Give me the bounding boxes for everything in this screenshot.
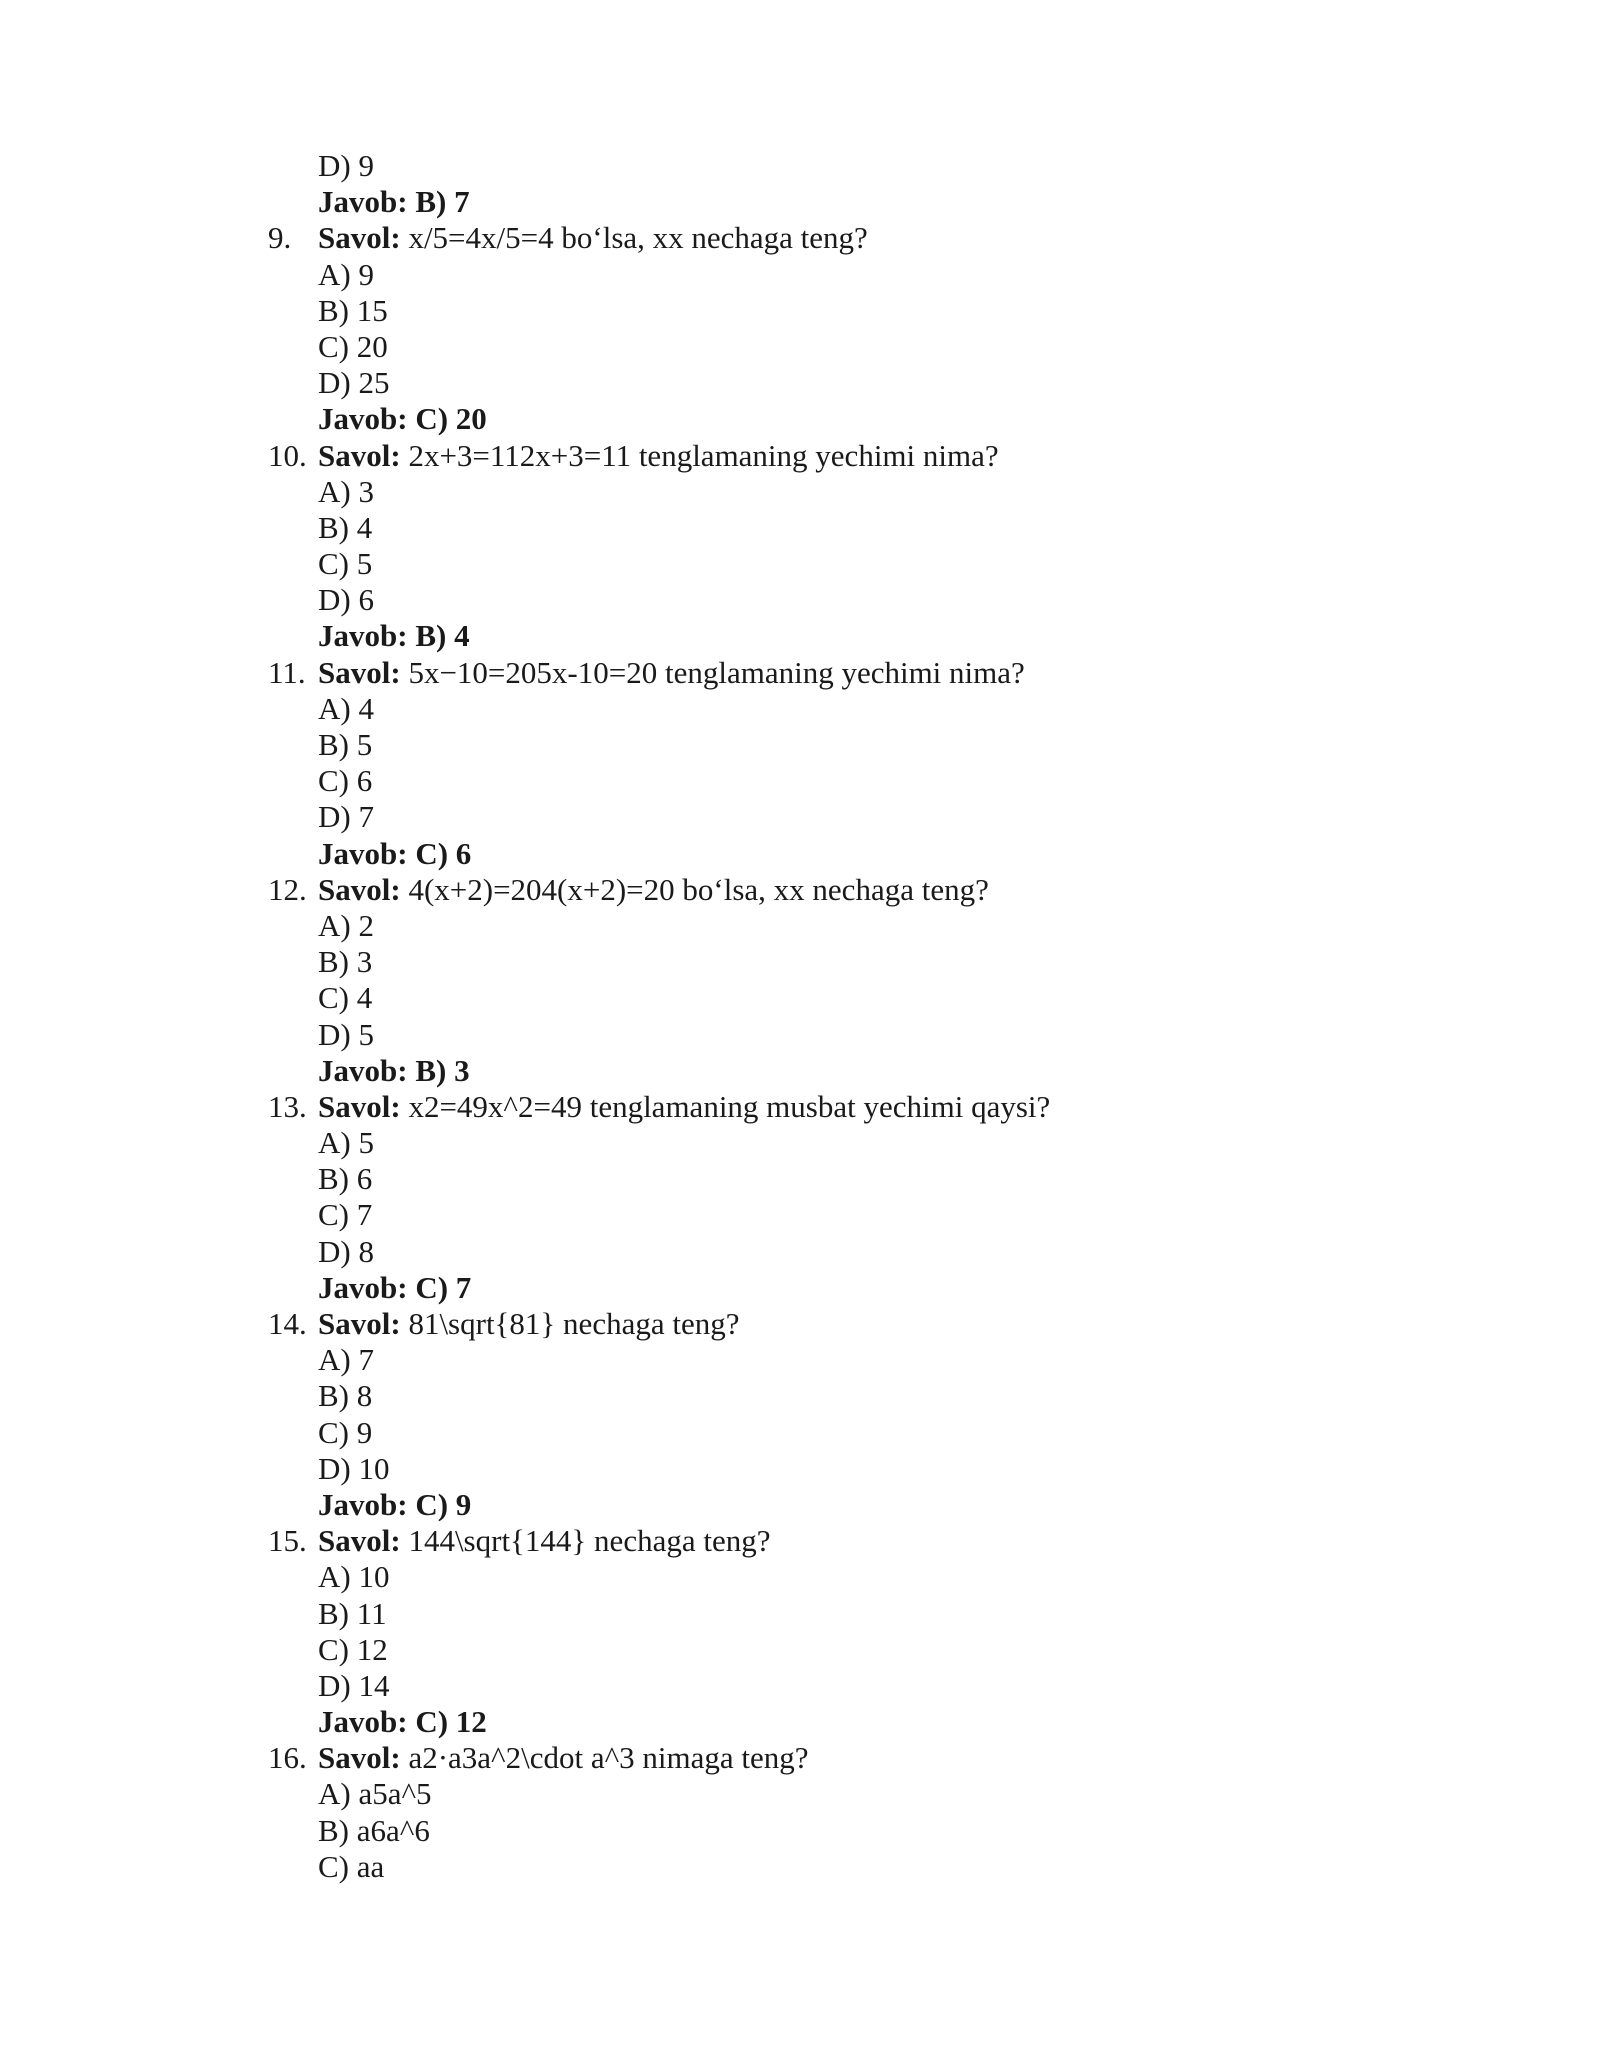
question-item: [0, 1306, 1600, 1523]
question-line: [0, 1306, 1600, 1342]
question-body: [318, 872, 989, 908]
option-text: D) 25: [318, 365, 390, 401]
answer-line: [0, 1270, 1600, 1306]
answer-value: B) 4: [415, 618, 470, 654]
option-line: [0, 691, 1600, 727]
option-line: [0, 1378, 1600, 1414]
option-line: [0, 1849, 1600, 1885]
question-line: [0, 438, 1600, 474]
option-text: C) 9: [318, 1414, 373, 1450]
option-line: [0, 329, 1600, 365]
option-text: A) 4: [318, 690, 374, 726]
question-line: [0, 872, 1600, 908]
option-line: [0, 293, 1600, 329]
option-text: B) 6: [318, 1161, 373, 1197]
question-number: 11.: [268, 654, 306, 690]
option-line: [0, 799, 1600, 835]
answer-line: [0, 401, 1600, 437]
option-text: C) 5: [318, 546, 373, 582]
answer-value: C) 20: [415, 401, 487, 437]
question-label: Savol:: [318, 220, 401, 256]
option-line: [0, 1559, 1600, 1595]
question-item: [0, 872, 1600, 1089]
question-text: 5x−10=205x-10=20 tenglamaning yechimi nima?: [408, 654, 1025, 690]
option-text: B) 3: [318, 944, 373, 980]
option-text: C) 7: [318, 1197, 373, 1233]
answer-label: Javob:: [318, 1704, 408, 1740]
question-line: [0, 1089, 1600, 1125]
option-text: B) a6a^6: [318, 1812, 430, 1848]
answer-value: C) 7: [415, 1269, 472, 1305]
question-label: Savol:: [318, 654, 401, 690]
option-text: D) 6: [318, 582, 374, 618]
question-label: Savol:: [318, 1523, 401, 1559]
option-line: [0, 1813, 1600, 1849]
option-text: C) 6: [318, 763, 373, 799]
answer-label: Javob:: [318, 1052, 408, 1088]
question-line: [0, 1740, 1600, 1776]
question-line: [0, 655, 1600, 691]
option-text: C) 20: [318, 328, 388, 364]
answer-label: Javob:: [318, 1486, 408, 1522]
question-line: [0, 220, 1600, 256]
answer-value: C) 12: [415, 1704, 487, 1740]
option-line: [0, 474, 1600, 510]
question-body: [318, 1523, 770, 1559]
question-number: 15.: [268, 1523, 307, 1559]
option-line: [0, 1596, 1600, 1632]
option-text: D) 10: [318, 1450, 390, 1486]
option-line: [0, 944, 1600, 980]
option-line: [0, 257, 1600, 293]
option-line: [0, 980, 1600, 1016]
question-text: 144\sqrt{144} nechaga teng?: [408, 1523, 771, 1559]
answer-label: Javob:: [318, 835, 408, 871]
option-text: A) 3: [318, 473, 374, 509]
option-line: [0, 582, 1600, 618]
option-line: [0, 365, 1600, 401]
question-number: 13.: [268, 1088, 307, 1124]
option-line: [0, 1017, 1600, 1053]
answer-value: B) 7: [415, 184, 470, 220]
question-body: [318, 1089, 1050, 1125]
answer-line: [0, 1704, 1600, 1740]
option-text: C) 12: [318, 1631, 388, 1667]
answer-label: Javob:: [318, 401, 408, 437]
option-line: [0, 1125, 1600, 1161]
question-body: [318, 655, 1025, 691]
answer-line: [0, 836, 1600, 872]
option-line: [0, 1451, 1600, 1487]
question-line: [0, 1523, 1600, 1559]
question-body: [318, 1306, 739, 1342]
question-text: x/5=4x/5=4 bo‘lsa, xx nechaga teng?: [408, 220, 868, 256]
option-line: [0, 1161, 1600, 1197]
option-line: [0, 1776, 1600, 1812]
option-text: B) 4: [318, 509, 373, 545]
question-number: 16.: [268, 1740, 307, 1776]
option-line: [0, 763, 1600, 799]
question-item: [0, 1740, 1600, 1885]
question-item: [0, 1523, 1600, 1740]
question-item: [0, 655, 1600, 872]
option-line: [0, 510, 1600, 546]
question-text: 4(x+2)=204(x+2)=20 bo‘lsa, xx nechaga teng?: [408, 871, 989, 907]
option-text: C) aa: [318, 1848, 385, 1884]
question-text: a2·a3a^2\cdot a^3 nimaga teng?: [408, 1740, 809, 1776]
option-line: [0, 727, 1600, 763]
question-list: [0, 220, 1600, 1885]
option-line: [0, 1234, 1600, 1270]
question-number: 14.: [268, 1306, 307, 1341]
answer-value: C) 9: [415, 1486, 472, 1522]
option-text: B) 11: [318, 1595, 387, 1631]
answer-label: Javob:: [318, 1269, 408, 1305]
question-text: x2=49x^2=49 tenglamaning musbat yechimi qaysi?: [408, 1088, 1051, 1124]
option-text: B) 15: [318, 292, 388, 328]
answer-line: [0, 184, 1600, 220]
option-text: D) 14: [318, 1667, 390, 1703]
question-label: Savol:: [318, 437, 401, 473]
option-text: D) 8: [318, 1233, 374, 1269]
document-body: [0, 148, 1600, 1885]
option-line: [0, 1415, 1600, 1451]
question-number: 10.: [268, 437, 307, 473]
answer-value: C) 6: [415, 835, 472, 871]
answer-line: [0, 618, 1600, 654]
question-body: [318, 438, 999, 474]
option-text: A) 2: [318, 907, 374, 943]
answer-label: Javob:: [318, 618, 408, 654]
option-text: A) 9: [318, 256, 374, 292]
option-text: A) 7: [318, 1342, 374, 1378]
option-text: A) a5a^5: [318, 1776, 432, 1812]
option-text: C) 4: [318, 980, 373, 1016]
question-item: [0, 220, 1600, 437]
question-label: Savol:: [318, 1306, 401, 1341]
option-line: [0, 1342, 1600, 1378]
question-label: Savol:: [318, 871, 401, 907]
answer-value: B) 3: [415, 1052, 470, 1088]
answer-line: [0, 1487, 1600, 1523]
question-label: Savol:: [318, 1740, 401, 1776]
option-text: D) 5: [318, 1016, 374, 1052]
question-text: 2x+3=112x+3=11 tenglamaning yechimi nima?: [408, 437, 999, 473]
question-label: Savol:: [318, 1088, 401, 1124]
option-line: [0, 908, 1600, 944]
option-line: [0, 1632, 1600, 1668]
option-line: [0, 1668, 1600, 1704]
option-text: A) 5: [318, 1125, 374, 1161]
option-text: B) 5: [318, 727, 373, 762]
option-text: B) 8: [318, 1378, 373, 1414]
option-line: [0, 546, 1600, 582]
question-item: [0, 1089, 1600, 1306]
option-text: A) 10: [318, 1559, 390, 1595]
option-line: [0, 1197, 1600, 1233]
question-body: [318, 220, 868, 256]
option-text: D) 9: [318, 148, 374, 183]
question-item: [0, 438, 1600, 655]
question-number: 9.: [268, 220, 292, 256]
option-line: [0, 148, 1600, 184]
answer-line: [0, 1053, 1600, 1089]
option-text: D) 7: [318, 799, 374, 835]
question-body: [318, 1740, 809, 1776]
question-number: 12.: [268, 871, 307, 907]
answer-label: Javob:: [318, 184, 408, 220]
question-text: 81\sqrt{81} nechaga teng?: [408, 1306, 740, 1341]
